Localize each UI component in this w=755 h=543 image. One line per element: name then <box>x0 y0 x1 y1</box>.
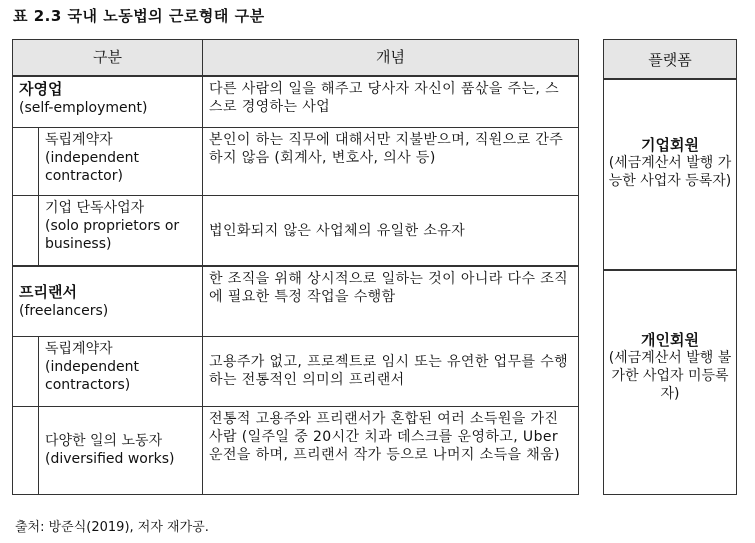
subcategory-name: 다양한 일의 노동자 <box>45 433 163 450</box>
category-name: 프리랜서 <box>19 282 77 301</box>
table-row <box>13 406 579 494</box>
subcategory-cell <box>39 336 203 406</box>
concept-cell: 고용주가 없고, 프로젝트로 임시 또는 유연한 업무를 수행하는 전통적인 의미의 프리랜서 <box>203 336 579 406</box>
header-category: 구분 <box>13 40 203 76</box>
subcategory-name-en: (independent contractors) <box>45 358 139 393</box>
indent-spacer <box>13 128 39 196</box>
header-concept: 개념 <box>203 40 579 76</box>
table-row <box>13 128 579 196</box>
concept-cell: 다른 사람의 일을 해주고 당사자 자신이 품삯을 주는, 스스로 경영하는 사업 <box>203 76 579 128</box>
table-row <box>13 76 579 128</box>
platform-individual-cell <box>604 270 737 495</box>
indent-spacer <box>13 196 39 266</box>
platform-business-cell <box>604 79 737 270</box>
category-cell <box>13 76 203 128</box>
platform-individual-desc: (세금계산서 발행 불가한 사업자 미등록자) <box>608 350 732 402</box>
concept-cell: 한 조직을 위해 상시적으로 일하는 것이 아니라 다수 조직에 필요한 특정 작업을 수행함 <box>203 266 579 336</box>
subcategory-name-en: (diversified works) <box>45 451 175 468</box>
platform-table <box>603 39 737 495</box>
platform-business-title: 기업회원 <box>641 136 699 154</box>
subcategory-name-en: (independent contractor) <box>45 150 139 185</box>
indent-spacer <box>13 406 39 494</box>
concept-cell: 법인화되지 않은 사업체의 유일한 소유자 <box>203 196 579 266</box>
subcategory-name-en: (solo proprietors or business) <box>45 218 180 253</box>
table-row <box>13 266 579 336</box>
platform-individual-title: 개인회원 <box>641 331 699 349</box>
header-platform: 플랫폼 <box>604 40 737 80</box>
category-name-en: (self-employment) <box>19 99 148 116</box>
subcategory-cell <box>39 406 203 494</box>
concept-cell: 본인이 하는 직무에 대해서만 지불받으며, 직원으로 간주하지 않음 (회계사, 변호사, 의사 등) <box>203 128 579 196</box>
subcategory-name: 기업 단독사업자 <box>45 200 145 217</box>
table-title: 표 2.3 국내 노동법의 근로형태 구분 <box>13 7 265 25</box>
category-name: 자영업 <box>19 79 63 98</box>
platform-business-desc: (세금계산서 발행 가능한 사업자 등록자) <box>608 155 732 189</box>
subcategory-cell <box>39 128 203 196</box>
indent-spacer <box>13 336 39 406</box>
subcategory-name: 독립계약자 <box>45 340 113 357</box>
subcategory-cell <box>39 196 203 266</box>
source-note: 출처: 방준식(2019), 저자 재가공. <box>15 520 209 535</box>
table-row <box>13 336 579 406</box>
category-cell <box>13 266 203 336</box>
subcategory-name: 독립계약자 <box>45 132 113 149</box>
table-row <box>13 196 579 266</box>
labor-type-table <box>12 39 579 495</box>
concept-cell: 전통적 고용주와 프리랜서가 혼합된 여러 소득원을 가진 사람 (일주일 중 20시간 치과 데스크를 운영하고, Uber 운전을 하며, 프리랜서 작가 등으로 나머지 소득을 채움) <box>203 406 579 494</box>
category-name-en: (freelancers) <box>19 302 109 319</box>
